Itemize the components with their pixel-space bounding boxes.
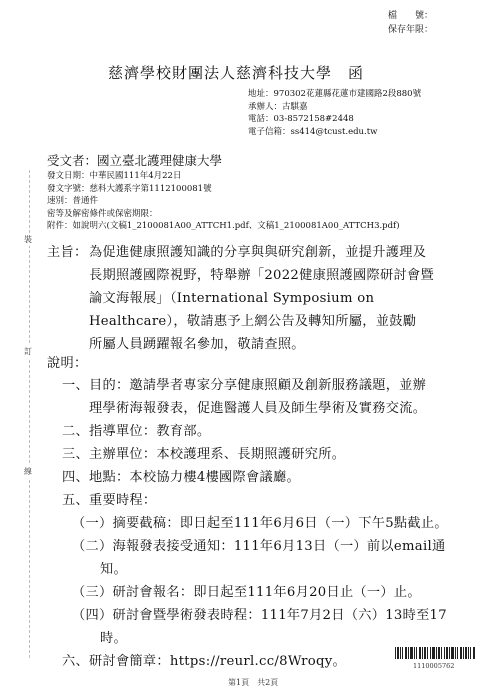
explanation-item: 四、地點：本校協力樓4樓國際會議廳。 — [62, 470, 300, 485]
attachments: 附件：如說明六(文稿1_2100081A00_ATTCH1.pdf、文稿1_2100081A00_ATTCH3.pdf) — [47, 221, 400, 231]
binding-mark: 訂 — [24, 347, 32, 356]
recipient-label: 受文者： — [47, 153, 98, 168]
secrecy-level: 密等及解密條件或保密期限： — [47, 208, 158, 219]
issue-date: 發文日期：中華民國111年4月22日 — [47, 171, 182, 181]
explanation-item: 時。 — [100, 631, 127, 646]
explanation-item: （四）研討會暨學術發表時程：111年7月2日（六）13時至17 — [72, 608, 447, 623]
binding-mark: 線 — [24, 467, 32, 476]
email-line: 電子信箱：ss414@tcust.edu.tw — [248, 126, 378, 137]
explanation-item: 理學術海報發表，促進醫護人員及師生學術及實務交流。 — [89, 401, 427, 416]
explanation-item: 三、主辦單位：本校護理系、長期照護研究所。 — [62, 447, 346, 462]
explanation-item: 知。 — [100, 562, 127, 577]
retention-label: 保存年限： — [388, 25, 434, 35]
explanation-item: 一、目的：邀請學者專家分享健康照顧及創新服務議題，並辦 — [62, 378, 427, 393]
reference-number: 發文字號：慈科大護系字第1112100081號 — [47, 183, 212, 194]
subject-body — [89, 241, 434, 356]
explanation-item: （二）海報發表接受通知：111年6月13日（一）前以email通 — [72, 539, 446, 554]
phone-line: 電話：03-8572158#2448 — [248, 114, 354, 124]
subject-line: 所屬人員踴躍報名參加，敬請查照。 — [89, 337, 305, 352]
subject-line: 論文海報展」（International Symposium on — [89, 291, 375, 306]
subject-line: Healthcare），敬請惠予上網公告及轉知所屬，並鼓勵 — [89, 314, 417, 329]
explanation-item: （三）研討會報名：即日起至111年6月20日止（一）止。 — [72, 585, 421, 600]
subject-line: 長期照護國際視野，特舉辦「2022健康照護國際研討會暨 — [89, 268, 434, 283]
explanation-label: 說明： — [47, 356, 88, 371]
page-number: 第1頁 共2頁 — [228, 678, 279, 687]
handler-line: 承辦人：古騏嘉 — [248, 101, 308, 112]
explanation-item: 五、重要時程： — [62, 493, 157, 508]
recipient-name: 國立臺北護理健康大學 — [97, 153, 223, 168]
document-number: 1110005762 — [413, 662, 455, 670]
binding-mark: 裝 — [24, 235, 32, 244]
address-line: 地址：970302花蓮縣花蓮市建國路2段880號 — [248, 89, 422, 99]
subject-label: 主旨： — [47, 245, 88, 260]
explanation-item: 二、指導單位：教育部。 — [62, 424, 211, 439]
explanation-item: （一）摘要截稿：即日起至111年6月6日（一）下午5點截止。 — [72, 516, 448, 531]
explanation-item: 六、研討會簡章：https://reurl.cc/8Wroqy。 — [62, 654, 346, 669]
document-title: 慈濟學校財團法人慈濟科技大學 函 — [108, 64, 365, 82]
subject-line: 為促進健康照護知識的分享與與研究創新，並提升護理及 — [89, 245, 427, 260]
document-meta — [47, 170, 400, 233]
speed-class: 速別：普通件 — [47, 196, 99, 206]
file-number-label: 檔 號： — [388, 11, 434, 21]
contact-block — [248, 88, 421, 138]
recipient-line — [47, 151, 222, 169]
